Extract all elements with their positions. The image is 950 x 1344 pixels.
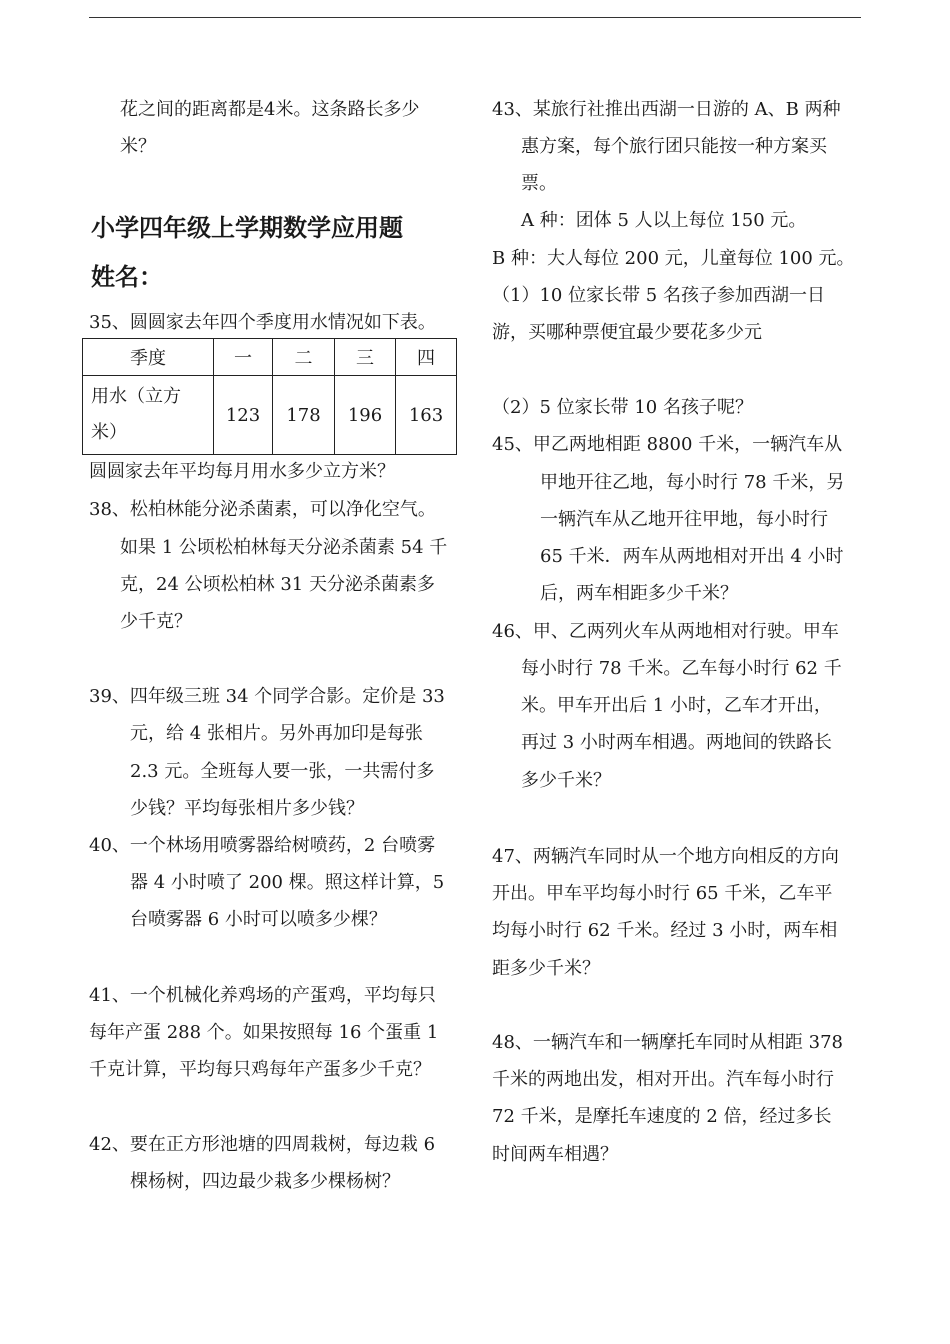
- question-43-part-1: （1）10 位家长带 5 名孩子参加西湖一日: [492, 285, 825, 306]
- question-46-line: 多少千米？: [521, 770, 611, 791]
- question-45-line: 后，两车相距多少千米？: [540, 583, 738, 604]
- table-header-cell: 四: [396, 339, 457, 376]
- question-43-line: 票。: [521, 173, 557, 194]
- question-47-line: 开出。甲车平均每小时行 65 千米，乙车平: [492, 883, 833, 904]
- question-46-line: 再过 3 小时两车相遇。两地间的铁路长: [521, 732, 832, 753]
- question-41-line: 41、一个机械化养鸡场的产蛋鸡，平均每只: [89, 985, 436, 1006]
- question-45-line: 45、甲乙两地相距 8800 千米，一辆汽车从: [492, 434, 843, 455]
- question-43-option-b: B 种：大人每位 200 元，儿童每位 100 元。: [492, 248, 855, 269]
- question-40-line: 台喷雾器 6 小时可以喷多少棵？: [130, 909, 387, 930]
- question-38-line: 38、松柏林能分泌杀菌素，可以净化空气。: [89, 499, 436, 520]
- question-35: 35、圆圆家去年四个季度用水情况如下表。: [89, 312, 436, 333]
- question-47-line: 均每小时行 62 千米。经过 3 小时，两车相: [492, 920, 838, 941]
- table-header-cell: 三: [335, 339, 396, 376]
- question-45-line: 一辆汽车从乙地开往甲地，每小时行: [540, 509, 828, 530]
- question-42-line: 棵杨树，四边最少栽多少棵杨树？: [130, 1171, 400, 1192]
- question-38-line: 少千克？: [120, 611, 192, 632]
- page-title: 小学四年级上学期数学应用题: [91, 214, 403, 242]
- question-46-line: 46、甲、乙两列火车从两地相对行驶。甲车: [492, 621, 839, 642]
- question-47-line: 47、两辆汽车同时从一个地方向相反的方向: [492, 846, 839, 867]
- question-42-line: 42、要在正方形池塘的四周栽树，每边栽 6: [89, 1134, 436, 1155]
- question-40-line: 器 4 小时喷了 200 棵。照这样计算，5: [130, 872, 445, 893]
- water-usage-table: [82, 338, 457, 455]
- table-header-cell: 一: [214, 339, 273, 376]
- question-47-line: 距多少千米？: [492, 958, 600, 979]
- table-header-cell: 季度: [83, 339, 214, 376]
- continued-text-line: 花之间的距离都是4米。这条路长多少: [120, 99, 420, 120]
- question-39-line: 少钱？平均每张相片多少钱？: [130, 798, 364, 819]
- question-43-part-1: 游，买哪种票便宜最少要花多少元: [492, 322, 762, 343]
- question-43-option-a: A 种：团体 5 人以上每位 150 元。: [521, 210, 807, 231]
- table-cell: 163: [396, 376, 457, 455]
- name-label: 姓名：: [91, 263, 163, 291]
- question-39-line: 39、四年级三班 34 个同学合影。定价是 33: [89, 686, 445, 707]
- table-row: [83, 376, 457, 455]
- question-41-line: 每年产蛋 288 个。如果按照每 16 个蛋重 1: [89, 1022, 439, 1043]
- question-39-line: 2.3 元。全班每人要一张，一共需付多: [130, 761, 435, 782]
- question-48-line: 48、一辆汽车和一辆摩托车同时从相距 378: [492, 1032, 843, 1053]
- continued-text-line: 米？: [120, 136, 156, 157]
- question-38-line: 克，24 公顷松柏林 31 天分泌杀菌素多: [120, 574, 435, 595]
- question-41-line: 千克计算，平均每只鸡每年产蛋多少千克？: [89, 1059, 431, 1080]
- table-header-row: [83, 339, 457, 376]
- table-cell: 178: [273, 376, 335, 455]
- question-48-line: 72 千米，是摩托车速度的 2 倍，经过多长: [492, 1106, 832, 1127]
- question-46-line: 每小时行 78 千米。乙车每小时行 62 千: [521, 658, 842, 679]
- question-45-line: 甲地开往乙地，每小时行 78 千米，另: [540, 472, 845, 493]
- question-46-line: 米。甲车开出后 1 小时，乙车才开出，: [521, 695, 832, 716]
- question-48-line: 千米的两地出发，相对开出。汽车每小时行: [492, 1069, 834, 1090]
- table-cell: 196: [335, 376, 396, 455]
- question-48-line: 时间两车相遇？: [492, 1144, 618, 1165]
- table-cell: 123: [214, 376, 273, 455]
- question-40-line: 40、一个林场用喷雾器给树喷药，2 台喷雾: [89, 835, 436, 856]
- question-43-part-2: （2）5 位家长带 10 名孩子呢？: [492, 397, 753, 418]
- table-header-cell: 二: [273, 339, 335, 376]
- question-43-line: 惠方案，每个旅行团只能按一种方案买: [521, 136, 827, 157]
- header-rule: [89, 17, 861, 18]
- table-row-label: 用水（立方 米）: [83, 376, 214, 455]
- question-35-followup: 圆圆家去年平均每月用水多少立方米？: [89, 461, 395, 482]
- question-45-line: 65 千米．两车从两地相对开出 4 小时: [540, 546, 844, 567]
- question-38-line: 如果 1 公顷松柏林每天分泌杀菌素 54 千: [120, 537, 448, 558]
- question-39-line: 元，给 4 张相片。另外再加印是每张: [130, 723, 423, 744]
- question-43-line: 43、某旅行社推出西湖一日游的 A、B 两种: [492, 99, 841, 120]
